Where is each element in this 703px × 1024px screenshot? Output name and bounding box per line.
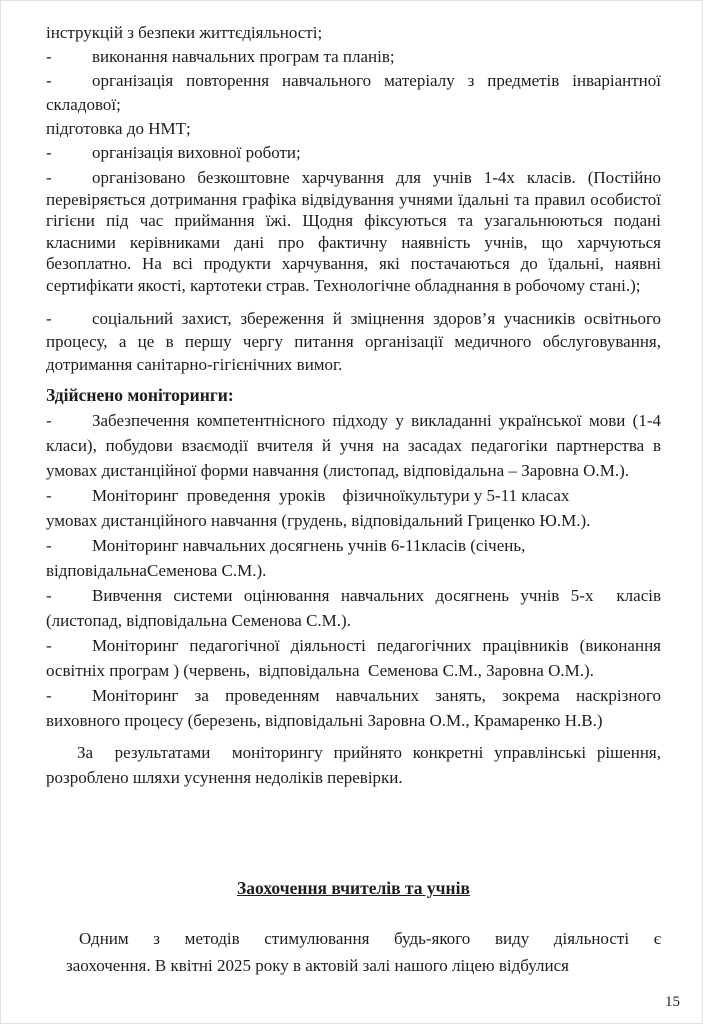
- list-item-text: Моніторинг за проведенням навчальних занять, зокрема наскрізного виховного процесу (березень, відповідальні Заровна О.М., Крамаренко Н.В.): [46, 686, 661, 730]
- page-number: 15: [665, 994, 680, 1010]
- list-marker: -: [46, 71, 52, 90]
- section-heading: Заохочення вчителів та учнів: [237, 878, 470, 898]
- list-item: [46, 307, 661, 376]
- list-item: [46, 21, 661, 45]
- monitoring-heading: Здійснено моніторинги:: [46, 385, 234, 405]
- page-body: [1, 1, 702, 979]
- closing-line: заохочення. В квітні 2025 року в актовій залі нашого ліцею відбулися: [66, 956, 569, 975]
- list-item-line: [46, 483, 661, 508]
- list-item: [46, 483, 661, 533]
- list-item-text: соціальний захист, збереження й зміцнення здоров’я учасників освітнього процесу, а це в першу чергу питання організації медичного обслуговування, дотримання санітарно-гігієнічних вимог.: [46, 309, 661, 374]
- list-item-text: організовано безкоштовне харчування для учнів 1-4х класів. (Постійно перевіряється дотримання графіка відвідування учнями їдальні та правил особистої гігієни під час приймання їжі. Щодня фіксуються та узагальнюються подані класними керівниками дані про фактичну наявність учнів, що харчуються безоплатно. На всі продукти харчування, які постачаються до їдальні, наявні сертифікати якості, картотеки страв. Технологічне обладнання в робочому стані.);: [46, 168, 661, 295]
- list-item-text: інструкцій з безпеки життєдіяльності;: [46, 23, 323, 42]
- closing-line: Одним з методів стимулювання будь-якого виду діяльності є: [79, 929, 661, 948]
- closing-paragraph: [46, 925, 661, 979]
- list-item-text: виконання навчальних програм та планів;: [92, 47, 395, 66]
- list-item-text: Моніторинг проведення уроків фізичноїкультури у 5-11 класах: [92, 486, 570, 505]
- list-item: [46, 141, 661, 165]
- list-marker: -: [46, 309, 52, 328]
- list-item-text: Вивчення системи оцінювання навчальних досягнень учнів 5-х класів (листопад, відповідальна Семенова С.М.).: [46, 586, 661, 630]
- list-item-text: Моніторинг педагогічної діяльності педагогічних працівників (виконання освітніх програм ) (червень, відповідальна Семенова С.М., Заровна О.М.).: [46, 636, 661, 680]
- list-marker: -: [46, 536, 52, 555]
- list-item-text: організація виховної роботи;: [92, 143, 301, 162]
- list-marker: -: [46, 636, 52, 655]
- list-item-text: Забезпечення компетентнісного підходу у викладанні української мови (1-4 класи), побудови взаємодії вчителя й учня на засадах педагогіки партнерства в умовах дистанційної форми навчання (листопад, відповідальна – Заровна О.М.).: [46, 411, 661, 480]
- list-item: [46, 533, 661, 583]
- list-item-text: організація повторення навчального матеріалу з предметів інваріантної складової;: [46, 71, 661, 114]
- list-item: [46, 583, 661, 633]
- results-paragraph: За результатами моніторингу прийнято конкретні управлінські рішення, розроблено шляхи усунення недоліків перевірки.: [46, 743, 661, 787]
- list-item: [46, 633, 661, 683]
- continuation-line: відповідальнаСеменова С.М.).: [46, 561, 267, 580]
- list-marker: -: [46, 411, 52, 430]
- list-marker: -: [46, 486, 52, 505]
- list-item-text: Моніторинг навчальних досягнень учнів 6-11класів (січень,: [92, 536, 526, 555]
- list-item: [46, 167, 661, 296]
- list-marker: -: [46, 686, 52, 705]
- list-item: [46, 408, 661, 483]
- list-item: [46, 683, 661, 733]
- list-item: [46, 117, 661, 141]
- list-marker: -: [46, 143, 52, 162]
- list-marker: -: [46, 168, 52, 187]
- list-marker: -: [46, 586, 52, 605]
- list-marker: -: [46, 47, 52, 66]
- list-item-text: підготовка до НМТ;: [46, 119, 191, 138]
- list-item-line: [46, 533, 661, 558]
- list-item: [46, 69, 661, 117]
- list-item: [46, 45, 661, 69]
- continuation-line: умовах дистанційного навчання (грудень, відповідальний Гриценко Ю.М.).: [46, 511, 591, 530]
